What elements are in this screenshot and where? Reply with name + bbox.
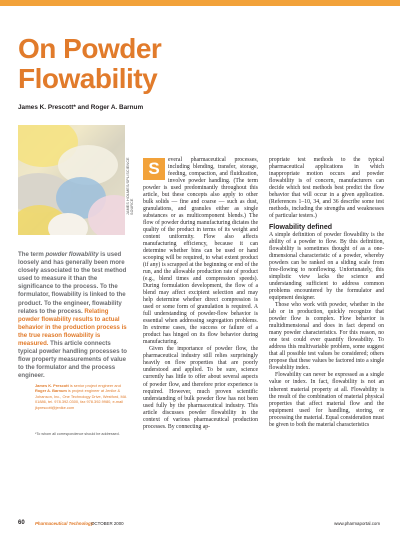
deck-italic-term: powder flowability <box>45 251 99 258</box>
section-heading: Flowability defined <box>269 224 333 232</box>
publication-name: Pharmaceutical Technology <box>35 521 94 526</box>
deck-highlight: Relating powder flowability results to actual behavior in the production process is the true reason flowability is measured. <box>18 307 127 348</box>
bio-name-1: James K. Prescott <box>35 383 69 388</box>
deck-text-4: This article connects typical powder handling processes to flow property measurements of value to the formulator and the process engineer. <box>18 340 128 380</box>
paragraph: propriate test methods to the typical pharmaceutical applications in which inappropriate motion occurs and powder flowability is of concern, manufacturers can decide which test methods best predict the flow behavior that will occur in a given application. (References 1–10, 34, and 36 describe some test methods, including the strengths and weaknesses of particular testers.) <box>269 157 384 220</box>
paragraph-text: everal pharmaceutical processes, including blending, transfer, storage, feeding, compaction, and fluidization, involve powder handling. (The term powder is used predominantly throughout this article, but these concepts also apply to other bulk solids — fine and coarse — such as dust, granulations, and granules either as single substances or as multicomponent blends.) The flow of powder during manufacturing dictates the quality of the product in terms of its weight and content uniformity. Flow also affects manufacturing efficiency, because it can determine whether bins can be used or hand scooping will be required, to what extent product (if any) is scrapped at the beginning or end of the run, and the allowable production rate of product (e.g., blend times and compression speeds). During formulation development, the flow of a blend may affect excipient selection and may help determine whether direct compression is used or some form of granulation is required. A full understanding of powder-flow behavior is essential when addressing segregation problems. In extreme cases, the success or failure of a product has hinged on its flow behavior during manufacturing. <box>143 157 258 346</box>
bio-text-1: is senior project engineer and <box>68 383 121 388</box>
bio-name-2: Roger A. Barnum <box>35 388 67 394</box>
deck-text-1: The term <box>18 251 46 258</box>
drop-cap: S <box>143 158 165 180</box>
title-line-2: Flowability <box>18 63 158 94</box>
paragraph: Given the importance of powder flow, the pharmaceutical industry still relies surprisingly heavily on flow properties that are poorly understood and applied. To be sure, science currently has little to offer about several aspects of powder flow, and therefore prior experience is required. However, much proven scientific understanding of bulk powder flow has not been used fully by the pharmaceutical industry. This article discusses powder flowability in the context of various pharmaceutical production processes. By connecting ap- <box>143 346 258 430</box>
title-line-1: On Powder <box>18 33 162 64</box>
powder-photo <box>18 125 125 235</box>
page-number: 60 <box>18 520 25 526</box>
article-deck <box>18 251 130 381</box>
article-title <box>18 34 378 94</box>
author-bio <box>35 383 130 410</box>
article-authors: James K. Prescott* and Roger A. Barnum <box>18 104 144 111</box>
top-color-bar <box>0 0 400 6</box>
photo-credit: JAMES HOLMES/SPL/SCIENCE SOURCE <box>126 157 134 215</box>
issue-date: OCTOBER 2000 <box>91 521 124 526</box>
paragraph: Those who work with powder, whether in the lab or in production, quickly recognize that powder flow is complex. Flow behavior is multidimensional and does in fact depend on many powder characteristics. For this reason, no one test could ever quantify flowability. To address this multivariable problem, some suggest that all possible test values be considered; others propose that these values be factored into a single flowability index. <box>269 302 384 372</box>
page-footer <box>18 520 380 530</box>
body-column-1 <box>143 157 258 431</box>
paragraph <box>143 157 258 346</box>
paragraph: A simple definition of powder flowability is the ability of a powder to flow. By this definition, flowability is sometimes thought of as a one-dimensional characteristic of a powder, whereby powders can be ranked on a sliding scale from free-flowing to nonflowing. Unfortunately, this simplistic view lacks the science and understanding sufficient to address common problems encountered by the formulator and equipment designer. <box>269 232 384 302</box>
website-url: www.pharmaportal.com <box>334 521 380 526</box>
bio-text-2: is project engineer at Jenike & Johanson, Inc., One Technology Drive, Westford, MA 01886, tel. 978.392.0300, fax 978.392.9980, e-mail jkprescott@jenike.com <box>35 388 127 410</box>
correspondence-footnote: *To whom all correspondence should be addressed. <box>35 432 120 436</box>
deck-text-2: is used loosely and has generally been more closely associated to the test method used to measure it than the significance to the process. To the formulator, flowability is linked to the product. To the engineer, flowability relates to the process. <box>18 251 127 315</box>
paragraph: Flowability can never be expressed as a single value or index. In fact, flowability is not an inherent material property at all. Flowability is the result of the combination of material physical properties that affect material flow and the equipment used for handling, storing, or processing the material. Equal consideration must be given to both the material characteristics <box>269 372 384 428</box>
body-column-2 <box>269 157 384 429</box>
